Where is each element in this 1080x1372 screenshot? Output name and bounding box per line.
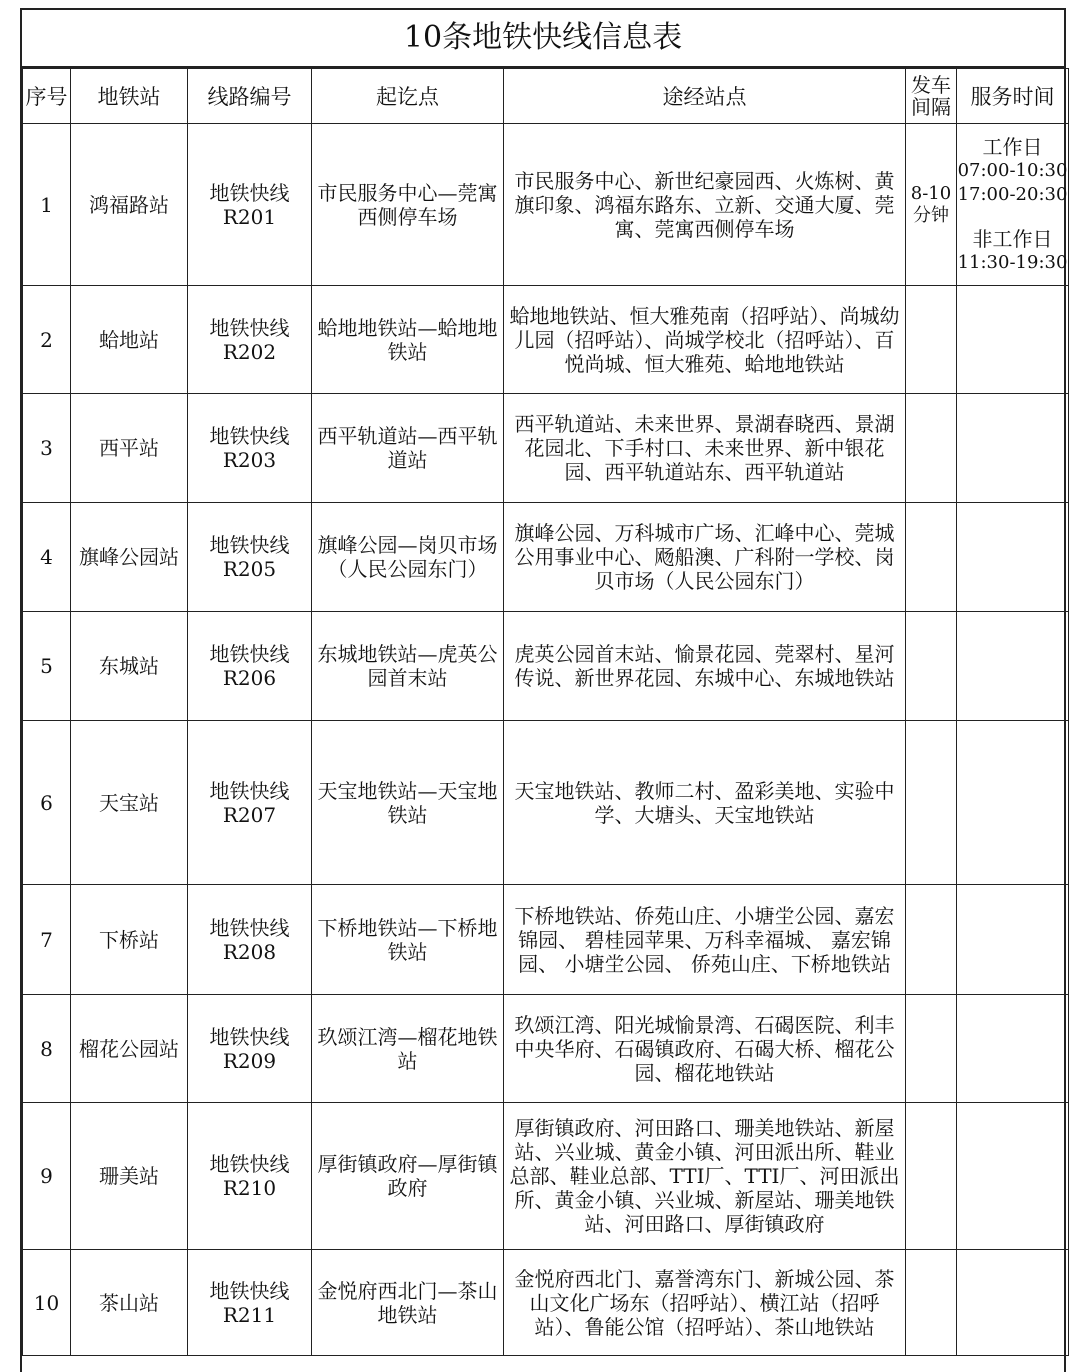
cell-index: 4	[23, 503, 71, 612]
cell-endpoints: 下桥地铁站—下桥地铁站	[312, 885, 504, 995]
table-row	[23, 1250, 1069, 1356]
cell-index: 6	[23, 721, 71, 885]
cell-endpoints: 市民服务中心—莞寓西侧停车场	[312, 124, 504, 286]
cell-endpoints: 玖颂江湾—榴花地铁站	[312, 995, 504, 1103]
cell-index: 2	[23, 286, 71, 394]
cell-endpoints: 旗峰公园—岗贝市场（人民公园东门）	[312, 503, 504, 612]
table-row	[23, 124, 1069, 286]
cell-route-no	[188, 503, 312, 612]
cell-service	[957, 503, 1069, 612]
cell-service	[957, 885, 1069, 995]
route-label: 地铁快线	[209, 180, 290, 205]
nonworkday-label: 非工作日	[972, 226, 1053, 251]
cell-interval	[906, 721, 957, 885]
cell-stops: 玖颂江湾、阳光城愉景湾、石碣医院、利丰中央华府、石碣镇政府、石碣大桥、榴花公园、榴花地铁站	[504, 995, 906, 1103]
cell-route-no	[188, 124, 312, 286]
cell-index: 9	[23, 1103, 71, 1250]
cell-endpoints: 西平轨道站—西平轨道站	[312, 394, 504, 503]
header-route-no: 线路编号	[188, 69, 312, 124]
cell-interval	[906, 503, 957, 612]
route-label: 地铁快线	[209, 642, 290, 666]
cell-station: 珊美站	[71, 1103, 188, 1250]
table-continuation	[20, 1352, 1066, 1372]
service-gap	[957, 207, 1068, 227]
route-code: R205	[222, 557, 277, 581]
route-label: 地铁快线	[209, 315, 290, 340]
route-code: R208	[222, 939, 277, 964]
cell-endpoints: 天宝地铁站—天宝地铁站	[312, 721, 504, 885]
header-interval-line2: 间隔	[911, 95, 951, 119]
cell-index: 3	[23, 394, 71, 503]
cell-service	[957, 394, 1069, 503]
route-code: R201	[222, 204, 277, 229]
table-row	[23, 721, 1069, 885]
cell-service	[957, 1250, 1069, 1356]
cell-endpoints: 东城地铁站—虎英公园首末站	[312, 612, 504, 721]
cell-station: 天宝站	[71, 721, 188, 885]
cell-service	[957, 995, 1069, 1103]
nonworkday-time: 11:30-19:30	[957, 251, 1068, 273]
cell-route-no	[188, 612, 312, 721]
cell-station: 鸿福路站	[71, 124, 188, 286]
table-row	[23, 1103, 1069, 1250]
table-row	[23, 995, 1069, 1103]
interval-value: 8-10	[910, 182, 952, 204]
cell-route-no	[188, 721, 312, 885]
cell-interval	[906, 885, 957, 995]
route-label: 地铁快线	[209, 915, 290, 940]
cell-stops: 西平轨道站、未来世界、景湖春晓西、景湖花园北、下手村口、未来世界、新中银花园、西平轨道站东、西平轨道站	[504, 394, 906, 503]
cell-route-no	[188, 995, 312, 1103]
cell-interval	[906, 394, 957, 503]
cell-index: 7	[23, 885, 71, 995]
cell-service	[957, 612, 1069, 721]
route-table	[22, 68, 1069, 1356]
cell-interval	[906, 995, 957, 1103]
cell-station: 西平站	[71, 394, 188, 503]
cell-endpoints: 蛤地地铁站—蛤地地铁站	[312, 286, 504, 394]
table-row	[23, 612, 1069, 721]
cell-stops: 虎英公园首末站、愉景花园、莞翠村、星河传说、新世界花园、东城中心、东城地铁站	[504, 612, 906, 721]
header-index: 序号	[23, 69, 71, 124]
route-code: R210	[222, 1176, 277, 1200]
route-label: 地铁快线	[209, 1024, 290, 1049]
cell-interval	[906, 1103, 957, 1250]
table-row	[23, 286, 1069, 394]
cell-stops: 市民服务中心、新世纪豪园西、火炼树、黄旗印象、鸿福东路东、立新、交通大厦、莞寓、莞寓西侧停车场	[504, 124, 906, 286]
header-service: 服务时间	[957, 69, 1069, 124]
header-endpoints: 起讫点	[312, 69, 504, 124]
cell-stops: 天宝地铁站、教师二村、盈彩美地、实验中学、大塘头、天宝地铁站	[504, 721, 906, 885]
table-row	[23, 503, 1069, 612]
workday-time: 07:00-10:30	[957, 159, 1068, 181]
cell-route-no	[188, 1103, 312, 1250]
route-label: 地铁快线	[209, 1152, 290, 1176]
cell-route-no	[188, 885, 312, 995]
route-code: R211	[222, 1302, 277, 1327]
header-stops: 途经站点	[504, 69, 906, 124]
header-interval	[906, 69, 957, 124]
table-title: 10条地铁快线信息表	[22, 10, 1064, 68]
cell-service	[957, 1103, 1069, 1250]
cell-stops: 蛤地地铁站、恒大雅苑南（招呼站）、尚城幼儿园（招呼站）、尚城学校北（招呼站）、百悦尚城、恒大雅苑、蛤地地铁站	[504, 286, 906, 394]
cell-stops: 下桥地铁站、侨苑山庄、小塘坣公园、嘉宏锦园、 碧桂园苹果、万科幸福城、 嘉宏锦园、 小塘坣公园、 侨苑山庄、下桥地铁站	[504, 885, 906, 995]
header-row	[23, 69, 1069, 124]
cell-service	[957, 721, 1069, 885]
header-interval-line1: 发车	[911, 73, 951, 97]
cell-stops: 厚街镇政府、河田路口、珊美地铁站、新屋站、兴业城、黄金小镇、河田派出所、鞋业总部、鞋业总部、TTI厂、TTI厂、河田派出所、黄金小镇、兴业城、新屋站、珊美地铁站、河田路口、厚街镇政府	[504, 1103, 906, 1250]
table-row	[23, 394, 1069, 503]
interval-unit: 分钟	[913, 204, 949, 226]
route-label: 地铁快线	[209, 1278, 290, 1303]
workday-time: 17:00-20:30	[957, 183, 1068, 205]
table-body	[23, 124, 1069, 1356]
cell-stops: 旗峰公园、万科城市广场、汇峰中心、莞城公用事业中心、飏船澳、广科附一学校、岗贝市场（人民公园东门）	[504, 503, 906, 612]
route-code: R207	[222, 802, 277, 827]
header-station: 地铁站	[71, 69, 188, 124]
table-row	[23, 885, 1069, 995]
route-info-sheet	[20, 8, 1066, 1356]
cell-interval	[906, 612, 957, 721]
cell-station: 蛤地站	[71, 286, 188, 394]
cell-station: 东城站	[71, 612, 188, 721]
route-code: R209	[222, 1048, 277, 1073]
cell-service	[957, 124, 1069, 286]
cell-interval	[906, 286, 957, 394]
cell-interval	[906, 1250, 957, 1356]
cell-service	[957, 286, 1069, 394]
cell-index: 5	[23, 612, 71, 721]
route-code: R202	[222, 339, 277, 364]
cell-station: 榴花公园站	[71, 995, 188, 1103]
cell-endpoints: 金悦府西北门—茶山地铁站	[312, 1250, 504, 1356]
route-code: R206	[222, 666, 277, 690]
route-label: 地铁快线	[209, 533, 290, 557]
cell-stops: 金悦府西北门、嘉誉湾东门、新城公园、茶山文化广场东（招呼站）、横江站（招呼站）、鲁能公馆（招呼站）、茶山地铁站	[504, 1250, 906, 1356]
route-label: 地铁快线	[209, 424, 290, 448]
route-label: 地铁快线	[209, 778, 290, 803]
cell-station: 茶山站	[71, 1250, 188, 1356]
cell-route-no	[188, 394, 312, 503]
cell-station: 旗峰公园站	[71, 503, 188, 612]
cell-interval	[906, 124, 957, 286]
cell-route-no	[188, 286, 312, 394]
cell-route-no	[188, 1250, 312, 1356]
cell-endpoints: 厚街镇政府—厚街镇政府	[312, 1103, 504, 1250]
workday-label: 工作日	[982, 134, 1043, 159]
cell-index: 1	[23, 124, 71, 286]
cell-index: 8	[23, 995, 71, 1103]
route-code: R203	[222, 448, 277, 472]
cell-station: 下桥站	[71, 885, 188, 995]
cell-index: 10	[23, 1250, 71, 1356]
